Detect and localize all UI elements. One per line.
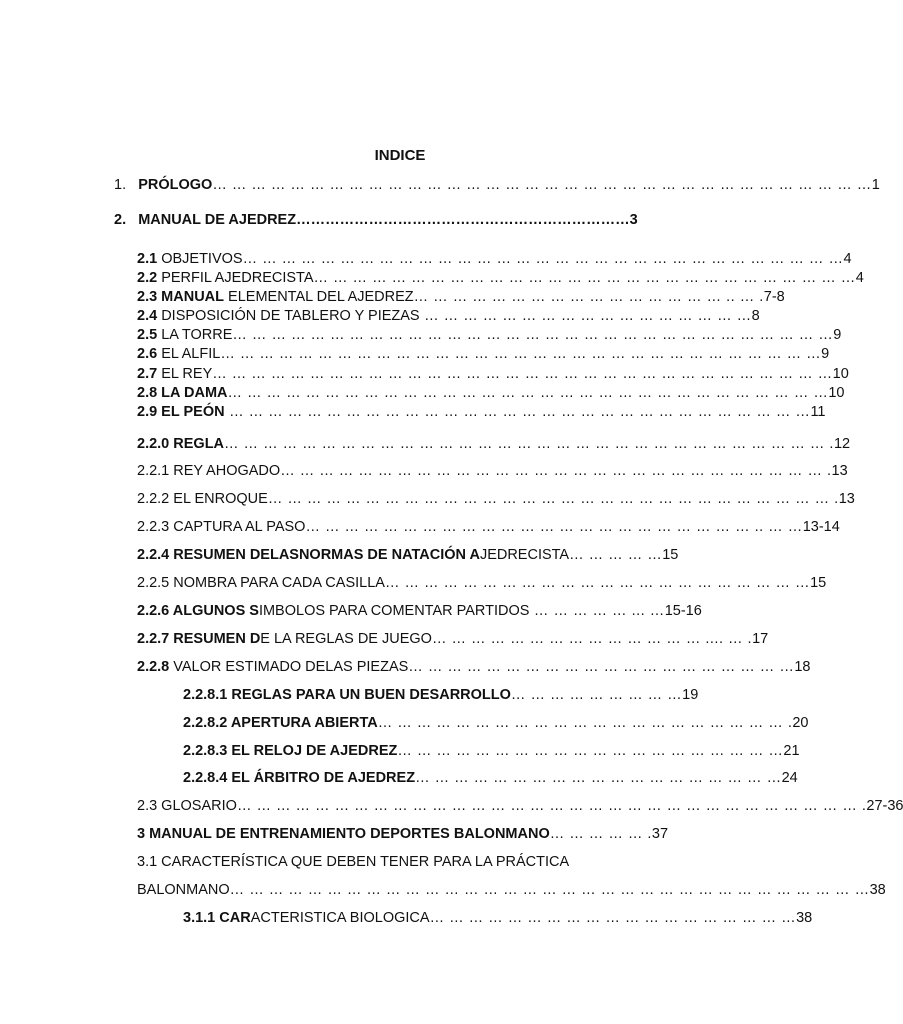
entry-bold: 2.7 <box>137 366 158 382</box>
entry-leader: … … … … … … … … … … … … … … … … … … … … … … … … … … … … … … … . <box>224 436 834 452</box>
entry-leader: … … … … … … … … … … … … … … … … … … … … … … … … … … … … … … <box>224 404 811 420</box>
entry-bold: 2.4 <box>137 308 158 324</box>
entry-leader: … … … … … … … … … … … … … … … … … … … … … … … … … … … … <box>313 270 856 286</box>
entry-text: 2.2.1 REY AHOGADO <box>137 463 281 479</box>
entry-text: VALOR ESTIMADO DELAS PIEZAS <box>169 659 409 675</box>
entry-number: 2. <box>114 212 127 228</box>
toc-entry <box>137 574 826 592</box>
toc-entry <box>183 686 698 704</box>
entry-leader: … … … … … … … … … … … … … … … … … … … <box>429 910 797 926</box>
toc-entry <box>183 714 809 732</box>
entry-leader: … … … … … … … … … … … … … … … … … … … … … … … … … … … … … . <box>267 491 839 507</box>
toc-entry <box>137 435 850 453</box>
entry-text: 2.3 GLOSARIO <box>137 798 237 814</box>
entry-bold: 2.9 EL PEÓN <box>137 404 225 420</box>
entry-leader: … … … … … … … … … … … … … … … … … … … … … … … … … … … … … … … … … … <box>212 177 872 193</box>
toc-entry <box>183 909 812 927</box>
entry-leader: …………………………………………………………… <box>296 212 630 228</box>
entry-number: 1. <box>114 177 127 193</box>
entry-text: 3.1 CARACTERÍSTICA QUE DEBEN TENER PARA LA PRÁCTICA <box>137 854 570 870</box>
entry-page: 37 <box>651 826 669 842</box>
toc-entry <box>137 345 829 363</box>
entry-page: 4 <box>855 270 864 286</box>
entry-page: 38 <box>796 910 813 926</box>
entry-leader: … … … … … … … … … … … … … … … … … … … … <box>408 659 795 675</box>
entry-leader: … … … … … … … … … … … … … … … … … … … … … … … … … … … … . <box>280 463 832 479</box>
index-title: INDICE <box>374 147 426 164</box>
entry-leader: … … … … … … … … … … … … … … … … … … … … … … … … … … … … … … … <box>227 385 829 401</box>
toc-entry <box>183 742 800 760</box>
entry-page: 13-14 <box>802 519 840 535</box>
entry-page: 3 <box>629 212 638 228</box>
entry-bold: 2.2.6 ALGUNOS S <box>137 603 259 619</box>
entry-bold: MANUAL DE AJEDREZ <box>138 212 297 228</box>
entry-text: JEDRECISTA <box>479 547 570 563</box>
entry-leader: … … … … … … … … … … … … … … … … … … … … … … … … … … … … … … … <box>242 251 844 267</box>
entry-bold: 2.2.8.1 REGLAS PARA UN BUEN DESARROLLO <box>183 687 511 703</box>
toc-entry <box>137 462 848 480</box>
entry-page: 4 <box>843 251 852 267</box>
entry-page: 21 <box>783 743 800 759</box>
entry-bold: 2.2.8.3 EL RELOJ DE AJEDREZ <box>183 743 398 759</box>
entry-leader: … … … … … … … … … … … … … … … … … <box>419 308 752 324</box>
entry-page: 12 <box>833 436 851 452</box>
entry-leader: … … … … … ... … <box>529 603 665 619</box>
toc-entry <box>137 825 668 843</box>
entry-page: 15-16 <box>664 603 702 619</box>
entry-leader: … … … … … <box>569 547 663 563</box>
entry-bold: 2.2 <box>137 270 158 286</box>
entry-bold: 2.2.8.4 EL ÁRBITRO DE AJEDREZ <box>183 770 416 786</box>
entry-text: PERFIL AJEDRECISTA <box>157 270 314 286</box>
entry-bold: 2.3 MANUAL <box>137 289 225 305</box>
entry-leader: … … … … … … … … … … … … … … … … … … … … … … … … … … … … … … … … … <box>229 882 870 898</box>
entry-text: DISPOSICIÓN DE TABLERO Y PIEZAS <box>157 308 420 324</box>
entry-text: 2.2.2 EL ENROQUE <box>137 491 268 507</box>
entry-bold: PRÓLOGO <box>138 177 213 193</box>
entry-text: IMBOLOS PARA COMENTAR PARTIDOS <box>258 603 530 619</box>
entry-bold: 3.1.1 CAR <box>183 910 251 926</box>
entry-page: 11 <box>810 404 826 420</box>
entry-leader: … … … … … … … … … … … … … … .... … . <box>431 631 753 647</box>
entry-bold: 2.2.4 RESUMEN DELASNORMAS DE NATACIÓN A <box>137 547 480 563</box>
entry-leader: … … … … … … … … … … … … … … … … … … … … … … … … … … … … … … … … <box>212 366 833 382</box>
entry-page: 20 <box>792 715 809 731</box>
toc-entry <box>137 797 903 815</box>
entry-page: 9 <box>833 327 842 343</box>
entry-leader: … … … … … … … … … … … … … … … … … … … … … … … … … … … … … … … <box>220 346 822 362</box>
entry-text: E LA REGLAS DE JUEGO <box>260 631 432 647</box>
entry-bold: 2.1 <box>137 251 158 267</box>
entry-text: LA TORRE <box>157 327 233 343</box>
entry-text: EL REY <box>157 366 213 382</box>
entry-page: 15 <box>810 575 827 591</box>
entry-leader: … … … … … … … … … … … … … … … … … … … <box>415 770 782 786</box>
entry-bold: 2.2.8 <box>137 659 170 675</box>
entry-leader: … … … … … … … … … … … … … … … … .. … . <box>413 289 764 305</box>
entry-text: BALONMANO <box>137 882 230 898</box>
entry-page: 19 <box>682 687 699 703</box>
entry-page: 7-8 <box>763 289 785 305</box>
entry-leader: … … … … … … … … … … … … … … … … … … … … <box>397 743 784 759</box>
toc-entry <box>183 769 798 787</box>
entry-text: OBJETIVOS <box>157 251 243 267</box>
toc-entry <box>137 518 840 536</box>
toc-entry <box>137 288 785 306</box>
entry-text: 2.2.5 NOMBRA PARA CADA CASILLA <box>137 575 385 591</box>
toc-entry <box>137 307 760 325</box>
entry-leader: … … … … … … … … … … … … … … … … … … … … … … <box>384 575 811 591</box>
entry-leader: … … … … … . <box>549 826 652 842</box>
entry-page: 13 <box>831 463 848 479</box>
toc-entry <box>137 602 702 620</box>
entry-page: 17 <box>752 631 769 647</box>
entry-bold: 3 MANUAL DE ENTRENAMIENTO DEPORTES BALONMANO <box>137 826 550 842</box>
entry-text: ELEMENTAL DEL AJEDREZ <box>224 289 414 305</box>
entry-leader: … … … … … … … … … … … … … … … … … … … … … … … … … … … … … … … <box>232 327 834 343</box>
entry-text: 2.2.3 CAPTURA AL PASO <box>137 519 306 535</box>
toc-entry <box>137 403 826 421</box>
entry-bold: 2.8 LA DAMA <box>137 385 228 401</box>
entry-bold: 2.5 <box>137 327 158 343</box>
entry-bold: 2.6 <box>137 346 158 362</box>
entry-page: 9 <box>821 346 830 362</box>
entry-bold: 2.2.7 RESUMEN D <box>137 631 261 647</box>
toc-entry <box>137 250 852 268</box>
entry-page: 18 <box>794 659 811 675</box>
entry-page: 1 <box>871 177 880 193</box>
entry-text: EL ALFIL <box>157 346 221 362</box>
entry-page: 38 <box>869 882 886 898</box>
toc-entry <box>137 630 768 648</box>
toc-entry <box>137 365 849 383</box>
entry-page: 13 <box>838 491 855 507</box>
entry-bold: 2.2.8.2 APERTURA ABIERTA <box>183 715 378 731</box>
toc-entry <box>137 269 864 287</box>
entry-page: 27-36 <box>866 798 903 814</box>
toc-entry <box>137 490 855 508</box>
toc-entry <box>137 326 841 344</box>
entry-bold: 2.2.0 REGLA <box>137 436 225 452</box>
entry-page: 15 <box>662 547 679 563</box>
entry-page: 8 <box>751 308 760 324</box>
toc-entry <box>137 853 569 871</box>
toc-entry <box>137 384 845 402</box>
entry-page: 24 <box>781 770 798 786</box>
toc-entry <box>137 546 678 564</box>
entry-leader: … … … … … … … … … … … … … … … … … … … … … … … .. … … <box>305 519 803 535</box>
toc-entry <box>114 211 638 229</box>
entry-text: ACTERISTICA BIOLOGICA <box>250 910 430 926</box>
entry-leader: … … … … … … … … … … … … … … … … … … … … … … … … … … … … … … … … . <box>236 798 867 814</box>
entry-leader: … … … … … … … … … <box>510 687 683 703</box>
entry-page: 10 <box>832 366 849 382</box>
toc-entry <box>114 176 880 194</box>
toc-entry <box>137 658 810 676</box>
entry-page: 10 <box>828 385 845 401</box>
entry-leader: … … … … … … … … … … … … … … … … … … … … … . <box>377 715 793 731</box>
toc-entry <box>137 881 886 899</box>
